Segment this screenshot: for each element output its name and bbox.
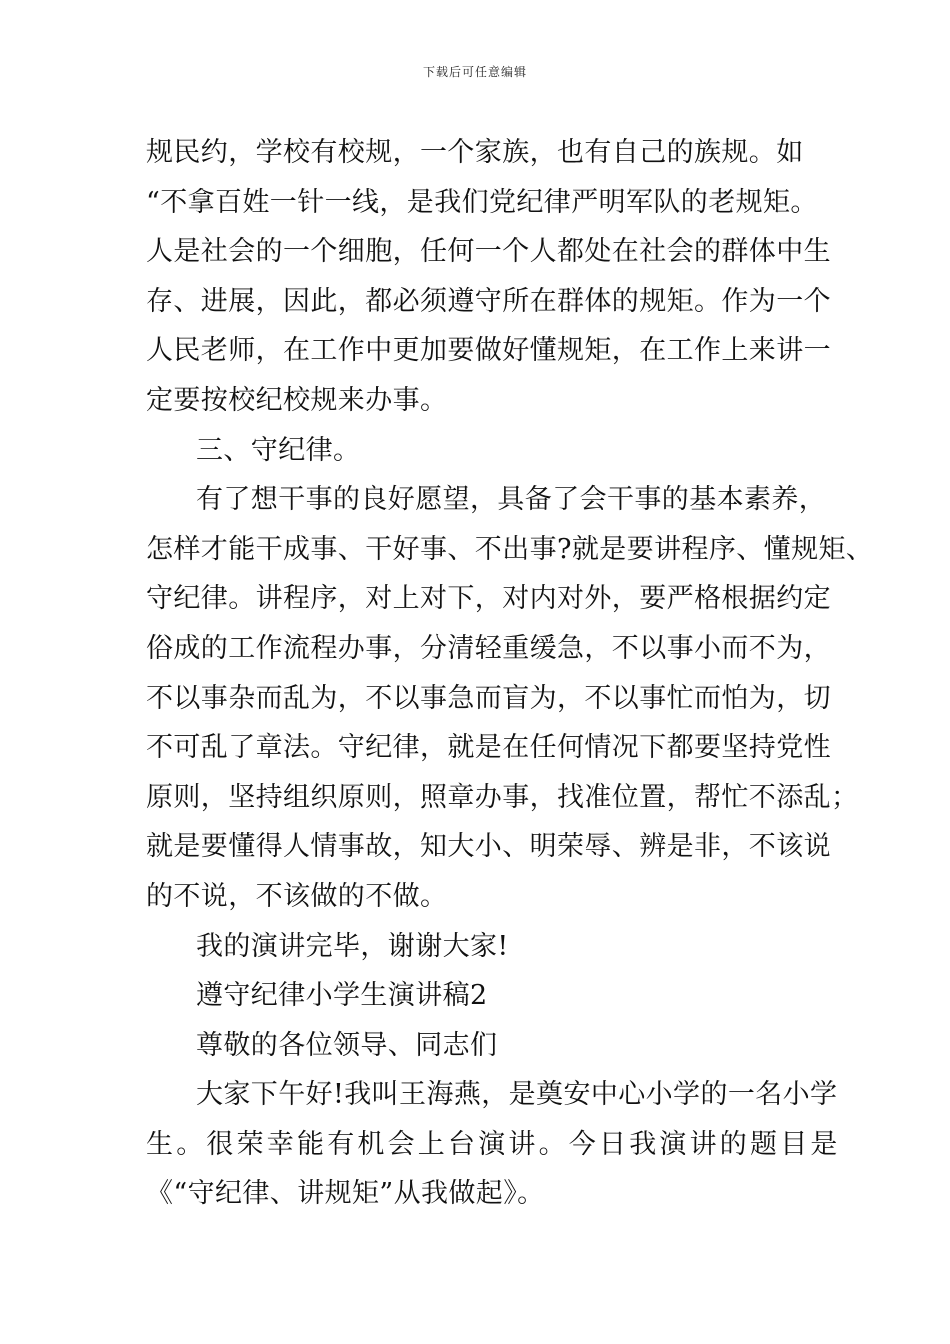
paragraph-line: 不以事杂而乱为，不以事急而盲为，不以事忙而怕为，切 <box>146 682 831 714</box>
paragraph-line: 怎样才能干成事、干好事、不出事?就是要讲程序、懂规矩、 <box>146 533 874 565</box>
section-heading: 三、守纪律。 <box>196 434 361 466</box>
paragraph-line: 人民老师，在工作中更加要做好懂规矩，在工作上来讲一 <box>146 335 831 367</box>
paragraph-line: 《“守纪律、讲规矩”从我做起》。 <box>146 1178 545 1210</box>
paragraph-line: 不可乱了章法。守纪律，就是在任何情况下都要坚持党性 <box>146 732 831 764</box>
paragraph-line: “不拿百姓一针一线，是我们党纪律严明军队的老规矩。 <box>146 186 818 218</box>
paragraph-line: 规民约，学校有校规，一个家族，也有自己的族规。如 <box>146 137 804 168</box>
paragraph-line: 定要按校纪校规来办事。 <box>146 384 448 416</box>
salutation: 尊敬的各位领导、同志们 <box>196 1029 498 1061</box>
paragraph-line: 守纪律。讲程序，对上对下，对内对外，要严格根据约定 <box>146 583 831 615</box>
paragraph-line: 有了想干事的良好愿望，具备了会干事的基本素养， <box>196 484 827 516</box>
paragraph-line: 生。很荣幸能有机会上台演讲。今日我演讲的题目是 <box>146 1128 841 1160</box>
document-title: 遵守纪律小学生演讲稿2 <box>196 980 488 1012</box>
document-body <box>146 128 874 1219</box>
paragraph-line: 原则，坚持组织原则，照章办事，找准位置，帮忙不添乱； <box>146 781 859 813</box>
paragraph-line: 存、进展，因此，都必须遵守所在群体的规矩。作为一个 <box>146 285 831 317</box>
paragraph-line: 大家下午好!我叫王海燕，是奠安中心小学的一名小学 <box>196 1079 838 1111</box>
page-header: 下载后可任意编辑 <box>422 65 527 79</box>
paragraph-line: 的不说，不该做的不做。 <box>146 880 448 912</box>
paragraph-line: 俗成的工作流程办事，分清轻重缓急，不以事小而不为， <box>146 632 831 664</box>
paragraph-line: 就是要懂得人情事故，知大小、明荣辱、辨是非，不该说 <box>146 831 831 863</box>
closing-line: 我的演讲完毕，谢谢大家! <box>196 930 509 962</box>
paragraph-line: 人是社会的一个细胞，任何一个人都处在社会的群体中生 <box>146 236 831 268</box>
